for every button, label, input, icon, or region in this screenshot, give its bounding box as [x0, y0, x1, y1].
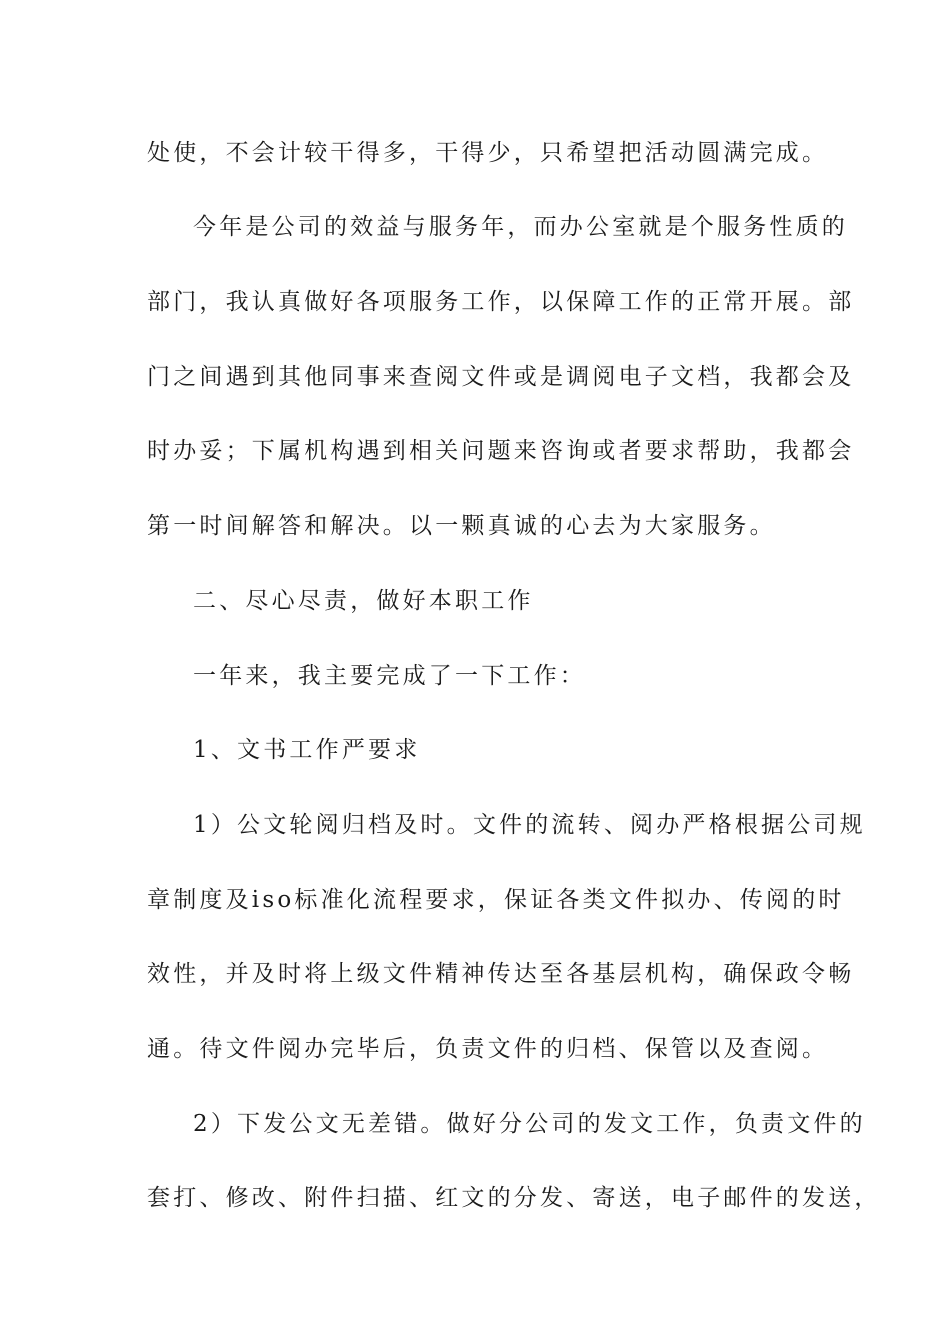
paragraph-line: 一年来，我主要完成了一下工作： — [193, 663, 586, 689]
paragraph-line: 第一时间解答和解决。以一颗真诚的心去为大家服务。 — [147, 513, 776, 539]
paragraph-line: 套打、修改、附件扫描、红文的分发、寄送，电子邮件的发送， — [147, 1185, 881, 1211]
paragraph-line: 时办妥；下属机构遇到相关问题来咨询或者要求帮助，我都会 — [147, 438, 855, 464]
paragraph-line: 2）下发公文无差错。做好分公司的发文工作，负责文件的 — [193, 1111, 866, 1137]
paragraph-line: 今年是公司的效益与服务年，而办公室就是个服务性质的 — [193, 214, 848, 240]
paragraph-line: 章制度及iso标准化流程要求，保证各类文件拟办、传阅的时 — [147, 887, 845, 913]
section-heading: 二、尽心尽责，做好本职工作 — [193, 588, 534, 614]
paragraph-line: 效性，并及时将上级文件精神传达至各基层机构，确保政令畅 — [147, 961, 855, 987]
paragraph-line: 部门，我认真做好各项服务工作，以保障工作的正常开展。部 — [147, 289, 855, 315]
subsection-heading: 1、文书工作严要求 — [193, 737, 421, 763]
paragraph-line: 处使，不会计较干得多，干得少，只希望把活动圆满完成。 — [147, 140, 829, 166]
paragraph-line: 门之间遇到其他同事来查阅文件或是调阅电子文档，我都会及 — [147, 364, 855, 390]
paragraph-line: 通。待文件阅办完毕后，负责文件的归档、保管以及查阅。 — [147, 1036, 829, 1062]
paragraph-line: 1）公文轮阅归档及时。文件的流转、阅办严格根据公司规 — [193, 812, 866, 838]
